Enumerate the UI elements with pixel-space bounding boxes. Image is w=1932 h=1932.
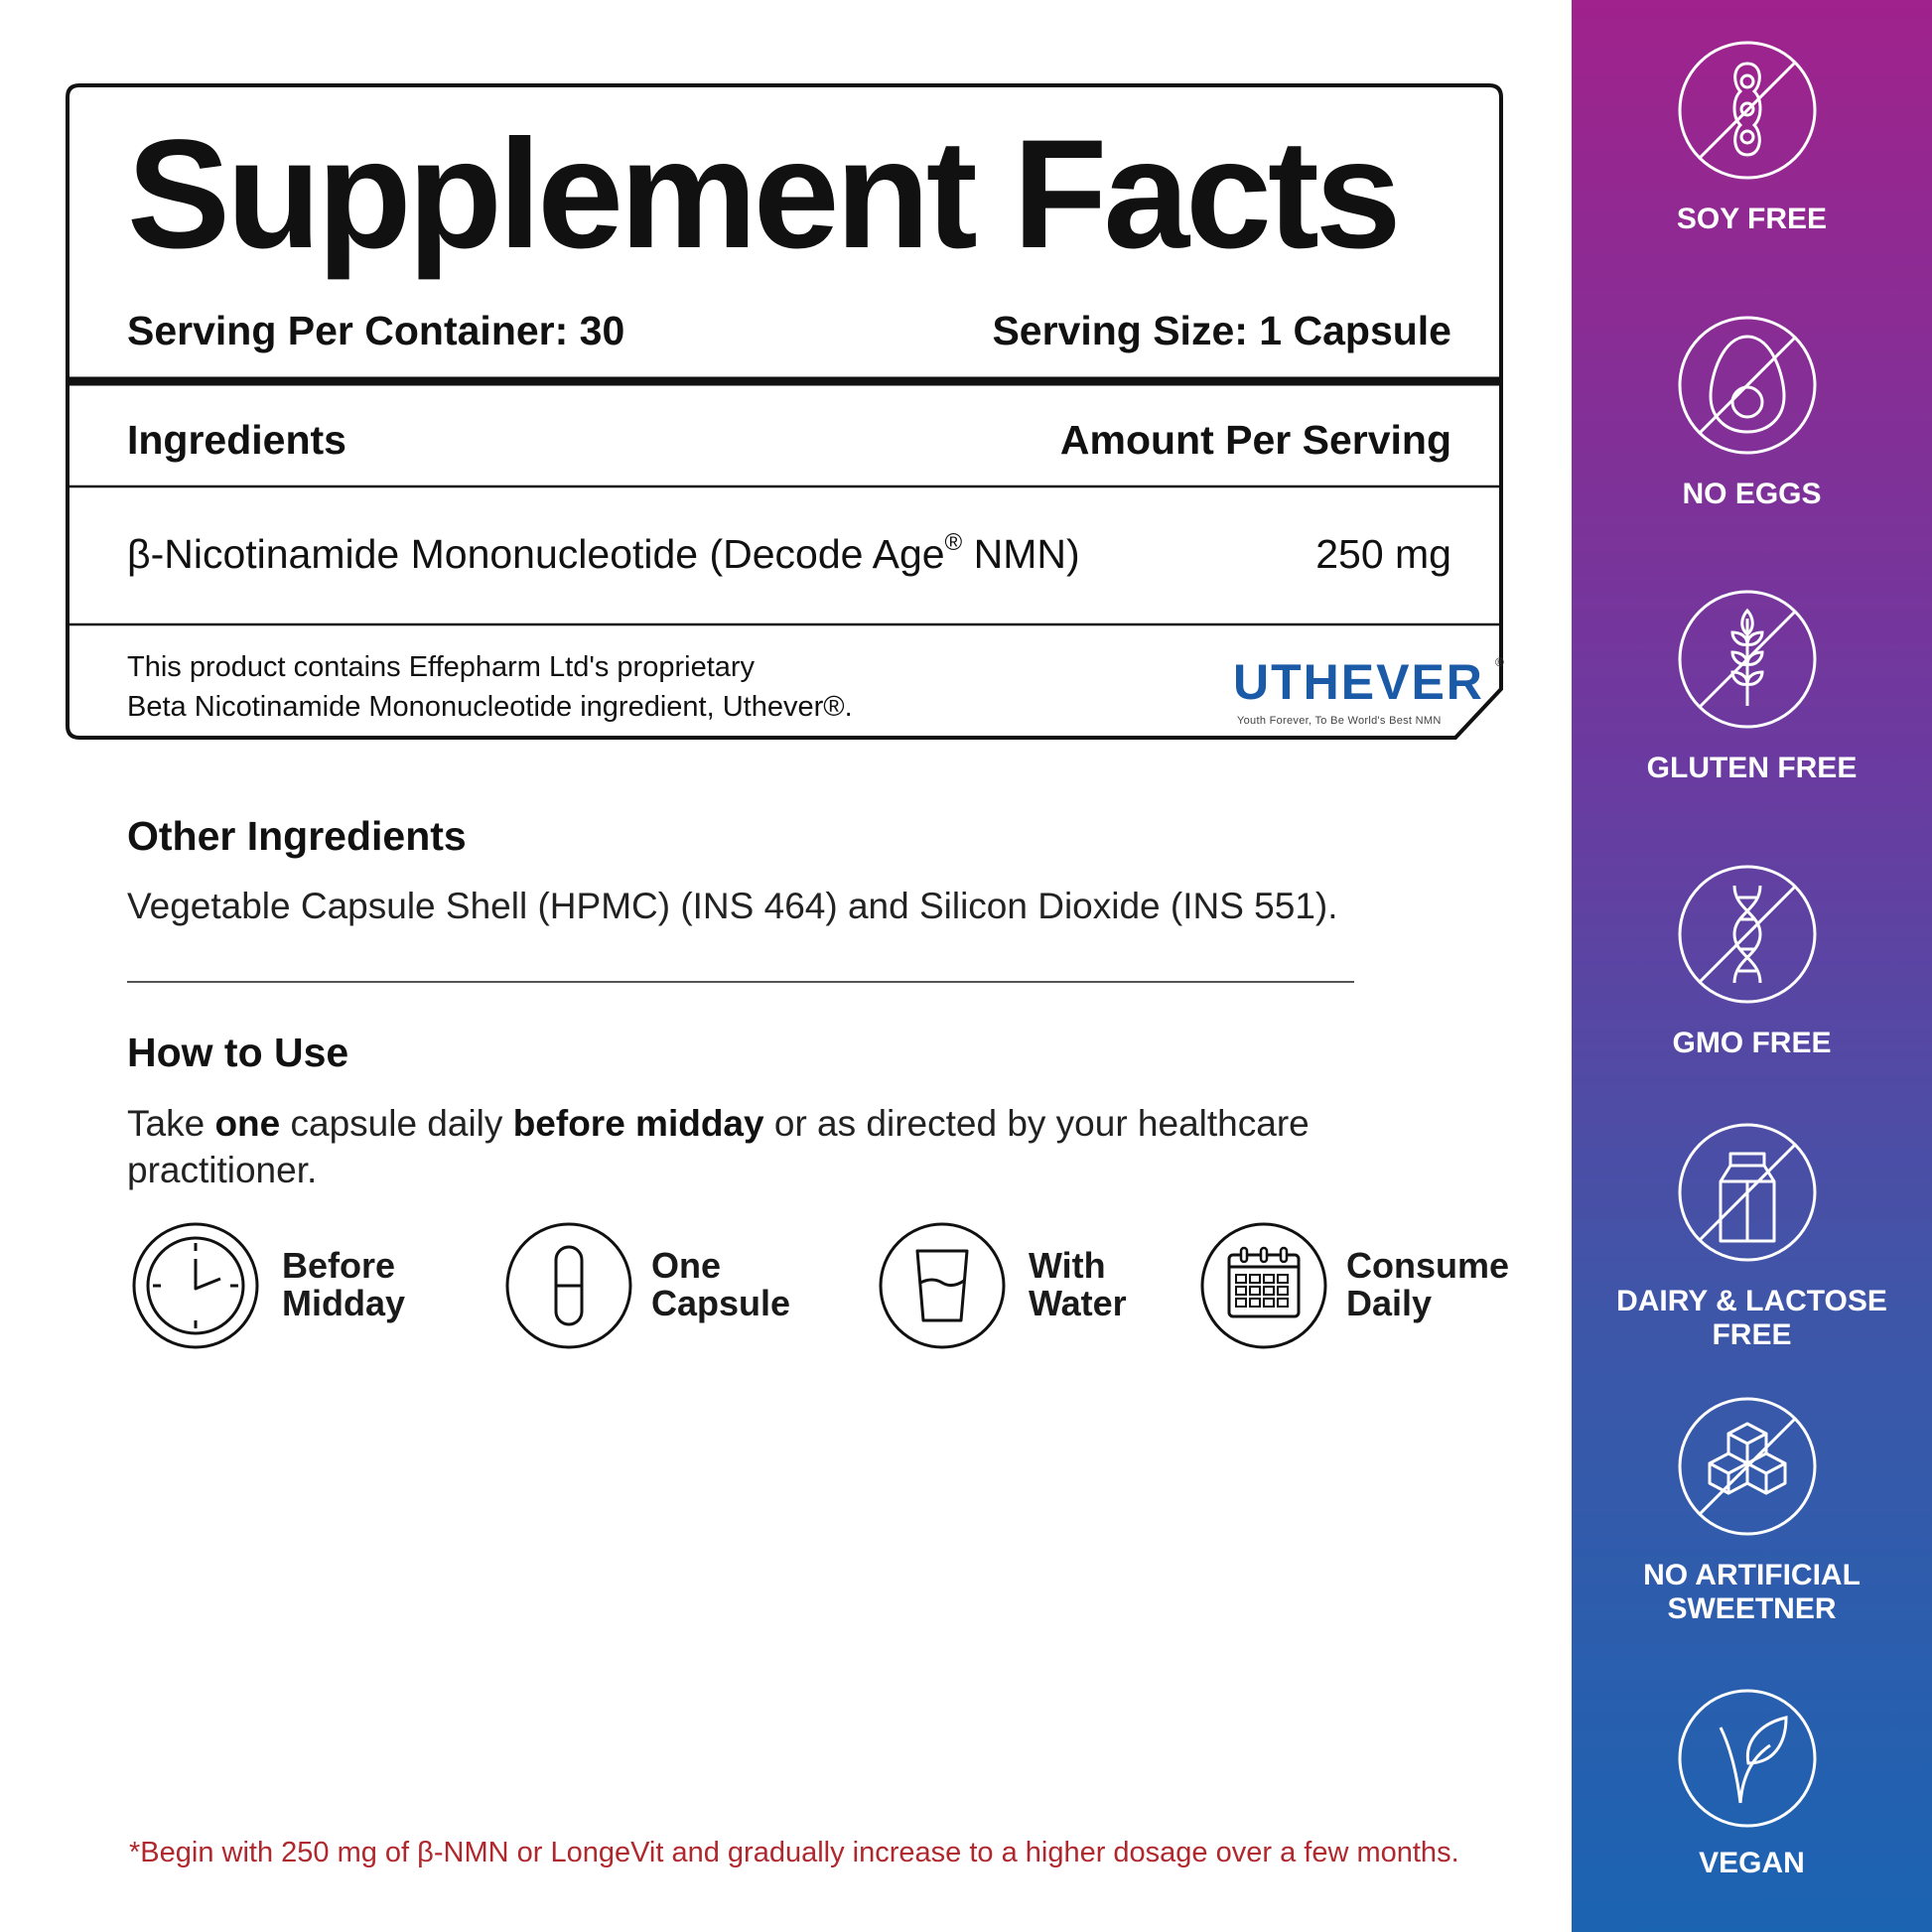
calendar-icon bbox=[1199, 1221, 1328, 1350]
supplement-facts-panel bbox=[66, 83, 1503, 740]
milk-carton-crossed-icon bbox=[1677, 1122, 1818, 1263]
serving-size: Serving Size: 1 Capsule bbox=[992, 308, 1451, 353]
dosage-footnote: *Begin with 250 mg of β-NMN or LongeVit and gradually increase to a higher dosage over a few months. bbox=[129, 1837, 1459, 1868]
uthever-logo bbox=[1233, 654, 1511, 737]
dietary-badges-sidebar bbox=[1572, 0, 1932, 1932]
use-label: Before Midday bbox=[282, 1245, 406, 1323]
other-ingredients-title: Other Ingredients bbox=[127, 813, 467, 859]
use-label: With Water bbox=[1029, 1245, 1127, 1323]
capsule-icon bbox=[504, 1221, 633, 1350]
water-glass-icon bbox=[878, 1221, 1007, 1350]
dna-crossed-icon bbox=[1677, 864, 1818, 1005]
egg-crossed-icon bbox=[1677, 315, 1818, 456]
badge-label: GMO FREE bbox=[1672, 1027, 1832, 1059]
use-label: Consume Daily bbox=[1346, 1245, 1510, 1323]
other-ingredients-text: Vegetable Capsule Shell (HPMC) (INS 464) and Silicon Dioxide (INS 551). bbox=[127, 886, 1338, 926]
serving-per-container: Serving Per Container: 30 bbox=[127, 308, 625, 353]
ingredients-header: Ingredients bbox=[127, 417, 346, 463]
leaf-icon bbox=[1677, 1688, 1818, 1829]
clock-icon bbox=[131, 1221, 260, 1350]
how-to-use-title: How to Use bbox=[127, 1030, 349, 1075]
ingredient-name: β-Nicotinamide Mononucleotide (Decode Age® NMN) bbox=[127, 529, 1080, 577]
use-label: One Capsule bbox=[651, 1245, 791, 1323]
badge-label: DAIRY & LACTOSE FREE bbox=[1616, 1285, 1887, 1351]
proprietary-note: This product contains Effepharm Ltd's proprietary Beta Nicotinamide Mononucleotide ingredient, Uthever®. bbox=[127, 651, 853, 723]
uthever-logo-reg: ® bbox=[1495, 655, 1504, 669]
facts-title: Supplement Facts bbox=[127, 108, 1398, 281]
ingredient-amount: 250 mg bbox=[1315, 531, 1451, 577]
uthever-tagline: Youth Forever, To Be World's Best NMN bbox=[1237, 715, 1442, 727]
badge-label: SOY FREE bbox=[1676, 203, 1828, 235]
amount-header: Amount Per Serving bbox=[1059, 417, 1451, 463]
badge-label: NO ARTIFICIAL SWEETNER bbox=[1643, 1559, 1861, 1625]
section-divider bbox=[127, 981, 1354, 983]
badge-label: GLUTEN FREE bbox=[1646, 752, 1858, 784]
soybean-crossed-icon bbox=[1677, 40, 1818, 181]
sugar-cubes-crossed-icon bbox=[1677, 1396, 1818, 1537]
wheat-crossed-icon bbox=[1677, 589, 1818, 730]
badge-label: VEGAN bbox=[1699, 1847, 1805, 1879]
badge-label: NO EGGS bbox=[1682, 478, 1822, 510]
uthever-logo-text: UTHEVER bbox=[1233, 654, 1484, 710]
how-to-use-text: Take one capsule daily before midday or as directed by your healthcare practitioner. bbox=[127, 1103, 1310, 1190]
